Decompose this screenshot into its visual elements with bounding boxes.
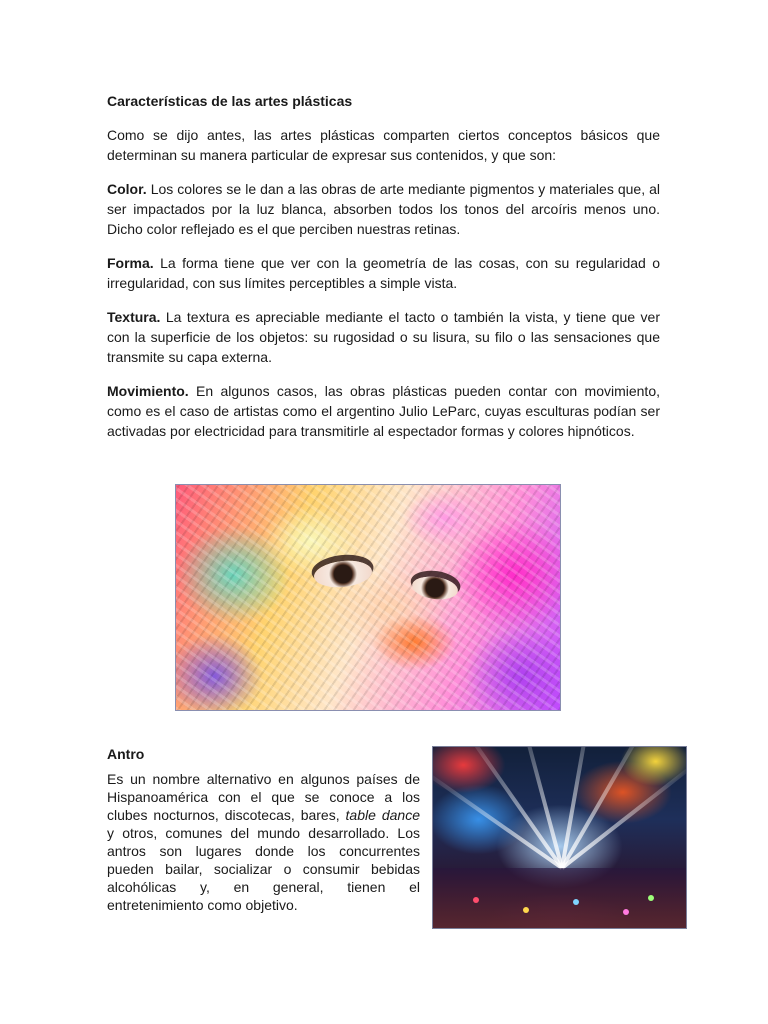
- floor-light-dot: [623, 909, 629, 915]
- section-title-antro: Antro: [107, 746, 145, 762]
- paragraph-movimiento: [107, 381, 660, 441]
- floor-light-dot: [473, 897, 479, 903]
- text-forma: La forma tiene que ver con la geometría de las cosas, con su regularidad o irregularidad, con sus límites perceptibles a simple vista.: [107, 255, 660, 291]
- term-color: Color.: [107, 181, 147, 197]
- term-forma: Forma.: [107, 255, 154, 271]
- light-beam: [432, 769, 563, 870]
- antro-text-italic: table dance: [345, 807, 420, 823]
- text-movimiento: En algunos casos, las obras plásticas pueden contar con movimiento, como es el caso de artistas como el argentino Julio LeParc, cuyas esculturas podían ser activadas por electricidad para transmitirle al espectador formas y colores hipnóticos.: [107, 383, 660, 439]
- paragraph-forma: [107, 253, 660, 293]
- antro-text-before: Es un nombre alternativo en algunos países de Hispanoamérica con el que se conoce a los clubes nocturnos, discotecas, bares,: [107, 771, 420, 823]
- paragraph-color: [107, 179, 660, 239]
- term-movimiento: Movimiento.: [107, 383, 189, 399]
- paragraph-textura: [107, 307, 660, 367]
- text-color: Los colores se le dan a las obras de arte mediante pigmentos y materiales que, al ser impactados por la luz blanca, absorben todos los tonos del arcoíris menos uno. Dicho color reflejado es el que perciben nuestras retinas.: [107, 181, 660, 237]
- antro-text-after: y otros, comunes del mundo desarrollado. Los antros son lugares donde los concurrentes pueden bailar, socializar o consumir bebidas alcohólicas y, en general, tienen el entretenimiento como objetivo.: [107, 825, 420, 913]
- nightclub-photo-image: [432, 746, 687, 929]
- floor-light-dot: [573, 899, 579, 905]
- antro-paragraph: [107, 770, 420, 914]
- mosaic-face-artwork-image: [175, 484, 561, 711]
- term-textura: Textura.: [107, 309, 161, 325]
- text-textura: La textura es apreciable mediante el tacto o también la vista, y tiene que ver con la superficie de los objetos: su rugosidad o su lisura, su filo o las sensaciones que transmite su capa externa.: [107, 309, 660, 365]
- intro-paragraph: Como se dijo antes, las artes plásticas comparten ciertos conceptos básicos que determinan su manera particular de expresar sus contenidos, y que son:: [107, 127, 660, 163]
- section-title-caracteristicas: Características de las artes plásticas: [107, 93, 353, 109]
- mosaic-texture: [176, 485, 560, 710]
- floor-light-dot: [523, 907, 529, 913]
- floor-light-dot: [648, 895, 654, 901]
